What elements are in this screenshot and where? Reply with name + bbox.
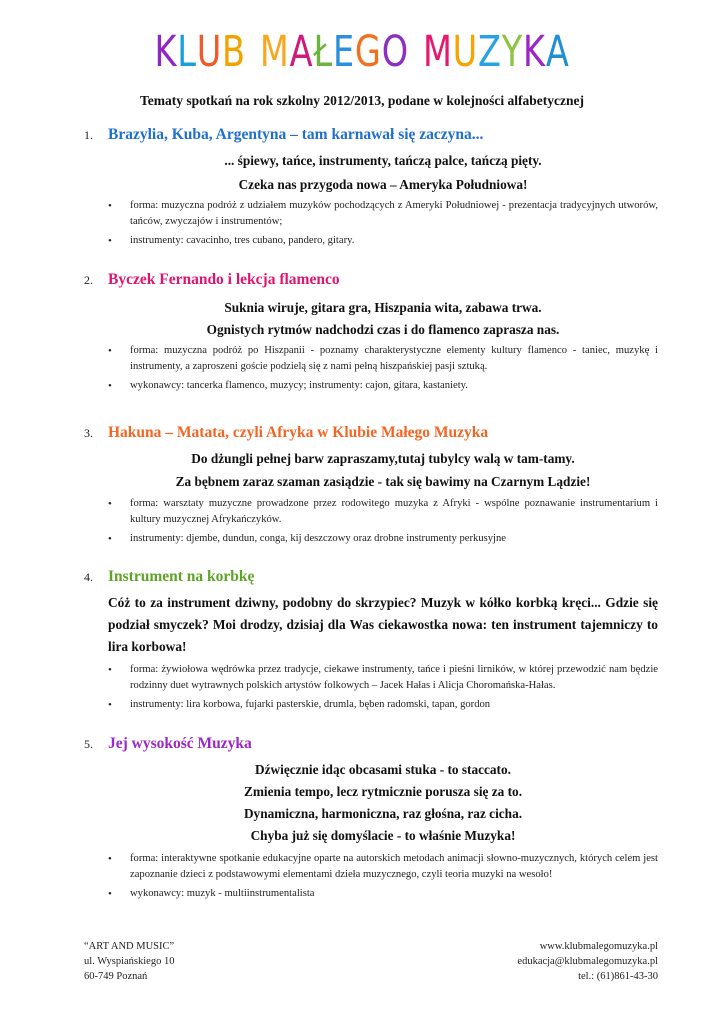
bullet-list xyxy=(108,343,658,397)
logo-letter: G xyxy=(354,27,382,77)
verse-line: Suknia wiruje, gitara gra, Hiszpania wita, zabawa trwa. xyxy=(224,300,542,315)
bullet-list xyxy=(108,851,658,905)
bullet-list xyxy=(108,662,658,716)
section-heading xyxy=(84,424,488,442)
bullet-icon: • xyxy=(108,235,112,247)
footer-address xyxy=(84,939,174,984)
logo-letter: K xyxy=(154,27,178,77)
section-number: 3. xyxy=(84,426,93,440)
logo-letter: Ł xyxy=(313,27,333,77)
bullet-icon: • xyxy=(108,200,112,212)
list-item: • wykonawcy: muzyk - multiinstrumentalista xyxy=(108,888,315,900)
verse-line: Dźwięcznie idąc obcasami stuka - to staccato. xyxy=(255,762,511,777)
verse-line: Za bębnem zaraz szaman zasiądzie - tak się bawimy na Czarnym Lądzie! xyxy=(175,474,591,489)
section-heading xyxy=(84,126,483,144)
bullet-icon: • xyxy=(108,888,112,900)
logo-letter: Z xyxy=(478,27,502,77)
bullet-icon: • xyxy=(108,533,112,545)
verse-line: Zmienia tempo, lecz rytmicznie porusza się za to. xyxy=(243,784,523,799)
list-item: • instrumenty: lira korbowa, fujarki pasterskie, drumla, bęben radomski, tapan, gordon xyxy=(108,699,491,711)
section-title: Byczek Fernando i lekcja flamenco xyxy=(108,271,340,288)
bullet-icon: • xyxy=(108,498,112,510)
bullet-icon: • xyxy=(108,699,112,711)
verse-paragraph: Cóż to za instrument dziwny, podobny do skrzypiec? Muzyk w kółko korbką kręci... Gdzie się podział smyczek? Moi drodzy, dzisiaj dla Was ciekawostka nowa: ten instrument tajemniczy to lira korbowa! xyxy=(108,595,658,654)
bullet-list xyxy=(108,198,658,252)
page-subtitle: Tematy spotkań na rok szkolny 2012/2013, podane w kolejności alfabetycznej xyxy=(139,93,585,108)
footer-city: 60-749 Poznań xyxy=(84,971,148,982)
verse-line: Do dżungli pełnej barw zapraszamy,tutaj tubylcy walą w tam-tamy. xyxy=(191,451,575,466)
footer-website-link[interactable]: www.klubmalegomuzyka.pl xyxy=(539,941,658,952)
section-title: Hakuna – Matata, czyli Afryka w Klubie Małego Muzyka xyxy=(108,424,489,441)
list-item: • forma: żywiołowa wędrówka przez tradycje, ciekawe instrumenty, tańce i pieśni lirników, w której przewodzić nam będzie rodzinny duet wytrawnych polskich artystów folkowych – Jacek Hałas i Alicja Choromańska-Hałas. xyxy=(108,664,658,691)
bullet-list xyxy=(108,496,658,550)
logo-letter: E xyxy=(332,27,355,77)
section-number: 5. xyxy=(84,737,93,751)
logo-letter: M xyxy=(422,27,453,77)
verse-line: ... śpiewy, tańce, instrumenty, tańczą palce, tańczą pięty. xyxy=(224,153,542,168)
list-item: • instrumenty: djembe, dundun, conga, kij deszczowy oraz drobne instrumenty perkusyjne xyxy=(108,533,506,545)
logo-letter: O xyxy=(381,27,409,77)
logo-letter: L xyxy=(177,27,197,77)
verse-line: Czeka nas przygoda nowa – Ameryka Południowa! xyxy=(238,177,528,192)
klub-malego-muzyka-logo xyxy=(80,26,645,78)
logo-letter: M xyxy=(259,27,290,77)
list-item: • forma: interaktywne spotkanie edukacyjne oparte na autorskich metodach animacji słowno-muzycznych, których celem jest zapoznanie dzieci z podstawowymi elementami dzieła muzycznego, czyli teoria muzyki na wesoło! xyxy=(108,853,658,880)
logo-letter: A xyxy=(289,27,314,77)
footer-phone: tel.: (61)861-43-30 xyxy=(578,971,658,982)
verse-line: Ognistych rytmów nadchodzi czas i do flamenco zaprasza nas. xyxy=(206,322,560,337)
bullet-icon: • xyxy=(108,380,112,392)
footer-email-link[interactable]: edukacja@klubmalegomuzyka.pl xyxy=(517,956,658,967)
footer-company: “ART AND MUSIC” xyxy=(84,941,175,952)
section-number: 4. xyxy=(84,570,93,584)
section-number: 2. xyxy=(84,273,93,287)
bullet-icon: • xyxy=(108,664,112,676)
section-number: 1. xyxy=(84,128,93,142)
list-item: • forma: muzyczna podróż po Hiszpanii - poznamy charakterystyczne elementy kultury flamenco - taniec, muzykę i instrumenty, a zaproszeni goście podzielą się z nami pełną hiszpańskiej pasji sztuką. xyxy=(108,345,658,372)
bullet-icon: • xyxy=(108,853,112,865)
list-item: • forma: muzyczna podróż z udziałem muzyków pochodzących z Ameryki Południowej - prezentacja tradycyjnych utworów, tańców, zwyczajów i instrumentów; xyxy=(108,200,658,227)
section-heading xyxy=(84,735,252,753)
logo-letter: U xyxy=(452,27,479,77)
section-title: Instrument na korbkę xyxy=(108,568,255,585)
verse-line: Chyba już się domyślacie - to właśnie Muzyka! xyxy=(250,828,516,843)
section-heading xyxy=(84,271,340,289)
logo-letter: Y xyxy=(501,27,524,77)
logo-letter: B xyxy=(222,27,246,77)
bullet-icon: • xyxy=(108,345,112,357)
list-item: • instrumenty: cavacinho, tres cubano, pandero, gitary. xyxy=(108,235,355,247)
verse-line: Dynamiczna, harmoniczna, raz głośna, raz cicha. xyxy=(243,806,523,821)
logo-letter: K xyxy=(523,27,546,77)
section-title: Jej wysokość Muzyka xyxy=(108,735,252,752)
footer-contact xyxy=(517,939,658,984)
section-title: Brazylia, Kuba, Argentyna – tam karnawał się zaczyna... xyxy=(108,126,484,143)
footer-street: ul. Wyspiańskiego 10 xyxy=(84,956,175,967)
logo-letter: U xyxy=(196,27,223,77)
list-item: • wykonawcy: tancerka flamenco, muzycy; instrumenty: cajon, gitara, kastaniety. xyxy=(108,380,468,392)
list-item: • forma: warsztaty muzyczne prowadzone przez rodowitego muzyka z Afryki - wspólne poznawanie instrumentarium i kultury muzycznej Afrykańczyków. xyxy=(108,498,658,525)
section-heading xyxy=(84,568,254,586)
logo-letter: A xyxy=(545,27,570,77)
